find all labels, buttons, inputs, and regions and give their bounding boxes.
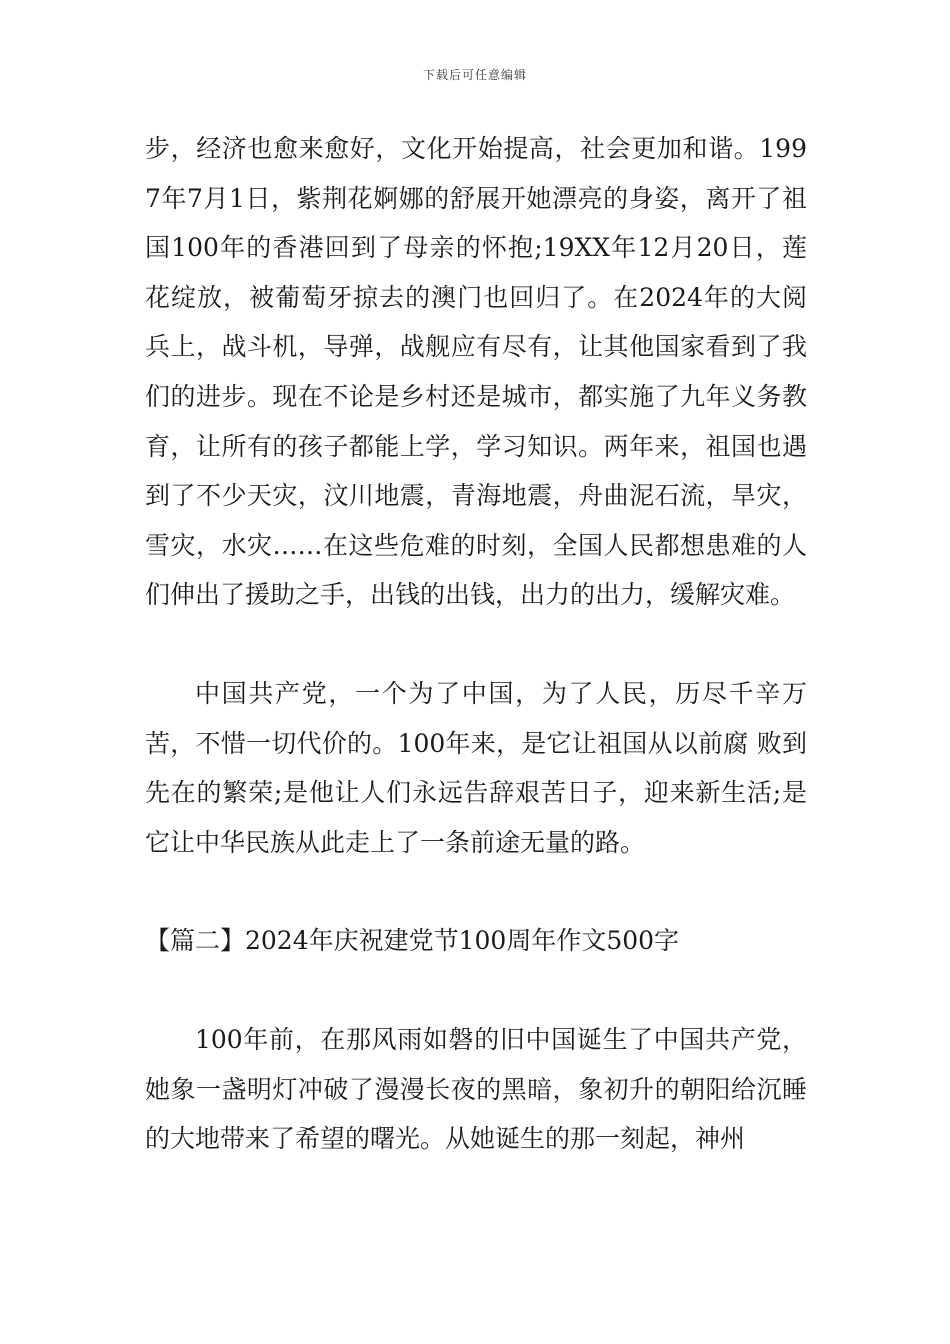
header-note: 下载后可任意编辑 xyxy=(422,68,527,82)
paragraph-spacer xyxy=(145,620,807,669)
paragraph-spacer xyxy=(145,966,807,1015)
paragraph-2: 中国共产党，一个为了中国，为了人民，历尽千辛万苦，不惜一切代价的。100年来，是它让祖国从以前腐 败到先在的繁荣;是他让人们永远告辞艰苦日子，迎来新生活;是它让中华民族从此走上了一条前途无量的路。 xyxy=(145,678,807,857)
document-body xyxy=(145,124,807,1164)
paragraph-3: 100年前，在那风雨如磐的旧中国诞生了中国共产党，她象一盏明灯冲破了漫漫长夜的黑暗，象初升的朝阳给沉睡的大地带来了希望的曙光。从她诞生的那一刻起，神州 xyxy=(145,1024,807,1154)
paragraph-1: 步，经济也愈来愈好，文化开始提高，社会更加和谐。1997年7月1日，紫荆花婀娜的舒展开她漂亮的身姿，离开了祖国100年的香港回到了母亲的怀抱;19XX年12月20日，莲花绽放，被葡萄牙掠去的澳门也回归了。在2024年的大阅兵上，战斗机，导弹，战舰应有尽有，让其他国家看到了我们的进步。现在不论是乡村还是城市，都实施了九年义务教育，让所有的孩子都能上学，学习知识。两年来，祖国也遇到了不少天灾，汶川地震，青海地震，舟曲泥石流，旱灾，雪灾，水灾……在这些危难的时刻，全国人民都想患难的人们伸出了援助之手，出钱的出钱，出力的出力，缓解灾难。 xyxy=(145,134,807,610)
section-heading: 【篇二】2024年庆祝建党节100周年作文500字 xyxy=(145,926,680,956)
paragraph-spacer xyxy=(145,867,807,916)
